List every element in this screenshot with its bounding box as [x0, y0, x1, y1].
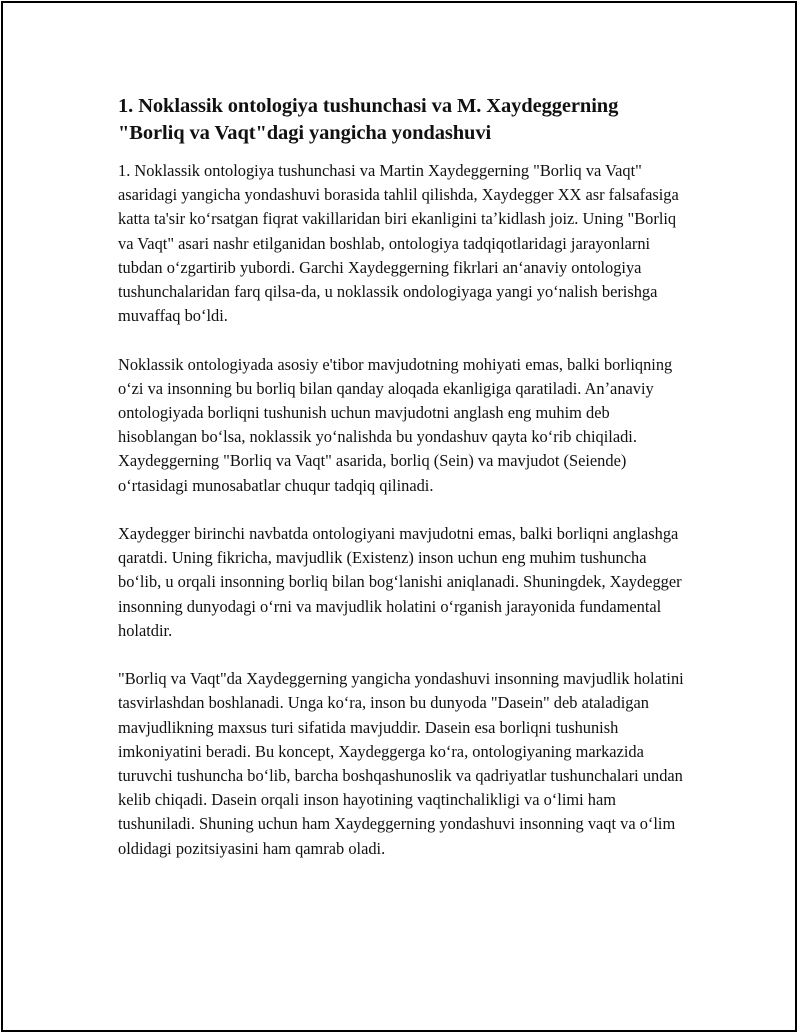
- section-heading: 1. Noklassik ontologiya tushunchasi va M. Xaydeggerning "Borliq va Vaqt"dagi yangicha yondashuvi: [118, 95, 619, 144]
- paragraph-2: Noklassik ontologiyada asosiy e'tibor mavjudotning mohiyati emas, balki borliqning oʻzi va insonning bu borliq bilan qanday aloqada ekanligiga qaratiladi. Anʼanaviy ontologiyada borliqni tushunish uchun mavjudotni anglash eng muhim deb hisoblangan boʻlsa, noklassik yoʻnalishda bu yondashuv qayta koʻrib chiqiladi. Xaydeggerning "Borliq va Vaqt" asarida, borliq (Sein) va mavjudot (Seiende) oʻrtasidagi munosabatlar chuqur tadqiq qilinadi.: [118, 354, 673, 495]
- paragraph-1: 1. Noklassik ontologiya tushunchasi va Martin Xaydeggerning "Borliq va Vaqt" asaridagi yangicha yondashuvi borasida tahlil qilishda, Xaydegger XX asr falsafasiga katta ta'sir koʻrsatgan fiqrat vakillaridan biri ekanligini taʼkidlash joiz. Uning "Borliq va Vaqt" asari nashr etilganidan boshlab, ontologiya tadqiqotlaridagi jarayonlarni tubdan oʻzgartirib yubordi. Garchi Xaydeggerning fikrlari anʻanaviy ontologiya tushunchalaridan farq qilsa-da, u noklassik ondologiyaga yangi yoʻnalish berishga muvaffaq boʻldi.: [118, 161, 679, 326]
- paragraph-4: "Borliq va Vaqt"da Xaydeggerning yangicha yondashuvi insonning mavjudlik holatini tasvirlashdan boshlanadi. Unga koʻra, inson bu dunyoda "Dasein" deb ataladigan mavjudlikning maxsus turi sifatida mavjuddir. Dasein esa borliqni tushunish imkoniyatini beradi. Bu koncept, Xaydeggerga koʻra, ontologiyaning markazida turuvchi tushuncha boʻlib, barcha boshqashunoslik va qadriyatlar tushunchalari undan kelib chiqadi. Dasein orqali inson hayotining vaqtinchalikligi va oʻlimi ham tushuniladi. Shuning uchun ham Xaydeggerning yondashuvi insonning vaqt va oʻlim oldidagi pozitsiyasini ham qamrab oladi.: [118, 669, 684, 858]
- document-body: [118, 93, 688, 885]
- paragraph-3: Xaydegger birinchi navbatda ontologiyani mavjudotni emas, balki borliqni anglashga qaratdi. Uning fikricha, mavjudlik (Existenz) inson uchun eng muhim tushuncha boʻlib, u orqali insonning borliq bilan bogʻlanishi aniqlanadi. Shuningdek, Xaydegger insonning dunyodagi oʻrni va mavjudlik holatini oʻrganish jarayonida fundamental holatdir.: [118, 524, 682, 640]
